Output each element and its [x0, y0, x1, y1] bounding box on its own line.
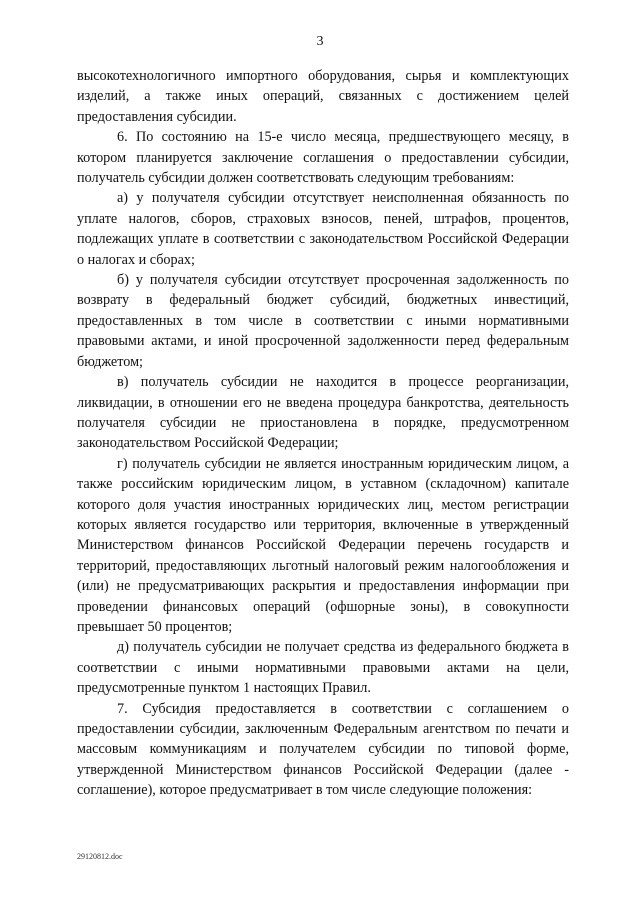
paragraph-clause-6: 6. По состоянию на 15-е число месяца, предшествующего месяцу, в котором планируется заключение соглашения о предоставлении субсидии, получатель субсидии должен соответствовать следующим требованиям: — [77, 129, 569, 187]
paragraph-clause-6v: в) получатель субсидии не находится в процессе реорганизации, ликвидации, в отношении его не введена процедура банкротства, деятельность получателя субсидии не приостановлена в порядке, предусмотренном законодательством Российской Федерации; — [77, 374, 569, 452]
document-footer-filename: 29120812.doc — [77, 852, 123, 861]
paragraph-clause-7: 7. Субсидия предоставляется в соответствии с соглашением о предоставлении субсидии, заключенным Федеральным агентством по печати и массовым коммуникациям и получателем субсидии по типовой форме, утвержденной Министерством финансов Российской Федерации (далее - соглашение), которое предусматривает в том числе следующие положения: — [77, 700, 569, 799]
page-number: 3 — [316, 34, 324, 49]
paragraph-clause-6g: г) получатель субсидии не является иностранным юридическим лицом, а также российским юридическим лицом, в уставном (складочном) капитале которого доля участия иностранных юридических лиц, местом регистрации которых является государство или территория, включенные в утвержденный Министерством финансов Российской Федерации перечень государств и территорий, предоставляющих льготный налоговый режим налогообложения и (или) не предусматривающих раскрытия и предоставления информации при проведении финансовых операций (офшорные зоны), в совокупности превышает 50 процентов; — [77, 455, 569, 635]
paragraph-continuation: высокотехнологичного импортного оборудования, сырья и комплектующих изделий, а также иных операций, связанных с достижением целей предоставления субсидии. — [77, 68, 569, 125]
paragraph-clause-6a: а) у получателя субсидии отсутствует неисполненная обязанность по уплате налогов, сборов, страховых взносов, пеней, штрафов, процентов, подлежащих уплате в соответствии с законодательством Российской Федерации о налогах и сборах; — [77, 190, 569, 268]
paragraph-clause-6d: д) получатель субсидии не получает средства из федерального бюджета в соответствии с иными нормативными правовыми актами на цели, предусмотренные пунктом 1 настоящих Правил. — [77, 639, 569, 697]
paragraph-clause-6b: б) у получателя субсидии отсутствует просроченная задолженность по возврату в федеральный бюджет субсидий, бюджетных инвестиций, предоставленных в том числе в соответствии с иными нормативными правовыми актами, и иной просроченной задолженности перед федеральным бюджетом; — [77, 272, 569, 370]
document-body — [77, 66, 569, 801]
